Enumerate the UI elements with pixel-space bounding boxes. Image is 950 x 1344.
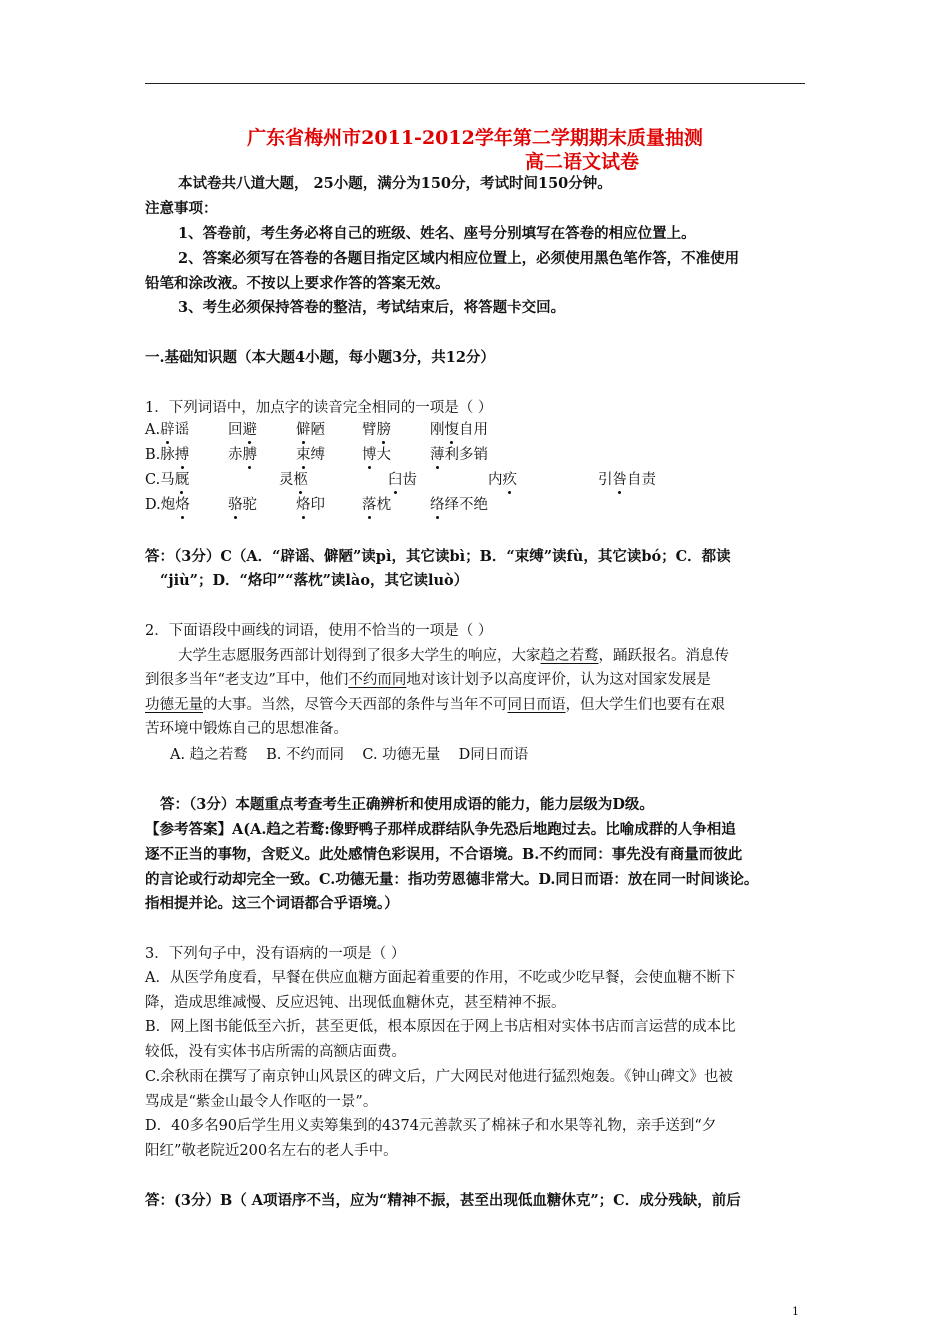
emphasis-dot-char: 束	[296, 443, 311, 464]
emphasis-dot-char: 烙	[296, 493, 311, 514]
q3-stem: 3．下列句子中，没有语病的一项是（ ）	[145, 946, 406, 962]
emphasis-dot-char: 烙	[175, 493, 190, 514]
exam-summary: 本试卷共八道大题， 25小题，满分为150分，考试时间150分钟。	[178, 175, 612, 192]
q3-option-c-line1: C.余秋雨在撰写了南京钟山风景区的碑文后，广大网民对他进行猛烈炮轰。《钟山碑文》也被	[145, 1069, 733, 1085]
q1-word: 臼齿	[388, 468, 417, 489]
q3-option-d-line1: D．40多名90后学生用义卖筹集到的4374元善款买了棉袜子和水果等礼物，亲手送到“夕	[145, 1118, 717, 1134]
emphasis-dot-char: 膊	[243, 443, 258, 464]
emphasis-dot-char: 络	[430, 493, 445, 514]
section-1-heading: 一.基础知识题（本大题4小题，每小题3分，共12分）	[145, 349, 495, 366]
emphasis-dot-char: 避	[243, 418, 258, 439]
note-3: 3、考生必须保持答卷的整洁，考试结束后，将答题卡交回。	[178, 299, 566, 316]
q1-stem: 1．下列词语中，加点字的读音完全相同的一项是（ ）	[145, 400, 493, 416]
note-1: 1、答卷前，考生务必将自己的班级、姓名、座号分别填写在答卷的相应位置上。	[178, 225, 696, 242]
emphasis-dot-char: 博	[362, 443, 377, 464]
emphasis-dot-char: 薄	[430, 443, 445, 464]
q1-word: 僻陋	[296, 418, 325, 439]
underlined-term: 同日而语	[507, 697, 566, 713]
q2-reference-line3: 的言论或行动却完全一致。C.功德无量：指功劳恩德非常大。D.同日而语：放在同一时间谈论。	[145, 871, 759, 888]
q1-word: D.炮烙	[145, 493, 190, 514]
q2-passage-line4: 苦环境中锻炼自己的思想准备。	[145, 721, 348, 737]
q2-passage-line3: 功德无量的大事。当然，尽管今天西部的条件与当年不可同日而语，但大学生们也要有在艰	[145, 697, 725, 713]
emphasis-dot-char: 辟	[160, 418, 175, 439]
q1-word: 烙印	[296, 493, 325, 514]
q1-word: 博大	[362, 443, 391, 464]
q1-word: C.马厩	[145, 468, 189, 489]
q2-reference-line1: 【参考答案】A(A.趋之若鹜:像野鸭子那样成群结队争先恐后地跑过去。比喻成群的人争相追	[145, 821, 736, 838]
q3-option-a-line1: A．从医学角度看，早餐在供应血糖方面起着重要的作用，不吃或少吃早餐，会使血糖不断下	[145, 970, 736, 986]
underlined-term: 不约而同	[348, 672, 407, 688]
q1-word: 灵柩	[279, 468, 308, 489]
emphasis-dot-char: 厩	[175, 468, 190, 489]
q3-option-b-line2: 较低，没有实体书店所需的高额店面费。	[145, 1044, 406, 1060]
q2-reference-line2: 逐不正当的事物，含贬义。此处感情色彩误用，不合语境。B.不约而同：事先没有商量而彼此	[145, 846, 743, 863]
note-2-line2: 铅笔和涂改液。不按以上要求作答的答案无效。	[145, 275, 450, 292]
note-2-line1: 2、答案必须写在答卷的各题目指定区域内相应位置上，必须使用黑色笔作答，不准使用	[178, 250, 740, 267]
q2-passage-line1: 大学生志愿服务西部计划得到了很多大学生的响应，大家趋之若鹜，踊跃报名。消息传	[178, 648, 729, 664]
q2-passage-line2: 到很多当年“老支边”耳中，他们不约而同地对该计划予以高度评价，认为这对国家发展是	[145, 672, 711, 688]
emphasis-dot-char: 愎	[445, 418, 460, 439]
emphasis-dot-char: 骆	[228, 493, 243, 514]
q3-option-d-line2: 阳红”敬老院近200名左右的老人手中。	[145, 1143, 398, 1159]
q1-word: 刚愎自用	[430, 418, 488, 439]
q1-word: 臂膀	[362, 418, 391, 439]
emphasis-dot-char: 搏	[175, 443, 190, 464]
emphasis-dot-char: 臼	[388, 468, 403, 489]
header-rule	[145, 83, 805, 84]
q3-answer: 答：(3分）B（ A项语序不当，应为“精神不振，甚至出现低血糖休克”；C．成分残缺，前后	[145, 1192, 741, 1209]
q2-reference-line4: 指相提并论。这三个词语都合乎语境。）	[145, 895, 399, 912]
q1-word: 薄利多销	[430, 443, 488, 464]
q3-option-b-line1: B．网上图书能低至六折，甚至更低，根本原因在于网上书店相对实体书店而言运营的成本比	[145, 1019, 736, 1035]
q3-option-a-line2: 降，造成思维减慢、反应迟钝、出现低血糖休克，甚至精神不振。	[145, 995, 566, 1011]
q1-word: B.脉搏	[145, 443, 189, 464]
q1-answer-line1: 答：（3分）C（A．“辟谣、僻陋”读pì，其它读bì；B．“束缚”读fù，其它读bó；C．都读	[145, 548, 731, 565]
exam-subtitle: 高二语文试卷	[525, 151, 640, 173]
notes-heading: 注意事项：	[145, 200, 218, 217]
exam-title: 广东省梅州市2011-2012学年第二学期期末质量抽测	[247, 127, 703, 149]
q1-word: 引咎自责	[598, 468, 656, 489]
q1-word: 落枕	[362, 493, 391, 514]
q2-stem: 2．下面语段中画线的词语，使用不恰当的一项是（ ）	[145, 623, 493, 639]
q1-word: A.辟谣	[145, 418, 189, 439]
q1-word: 赤膊	[228, 443, 257, 464]
q1-word: 内疚	[488, 468, 517, 489]
emphasis-dot-char: 疚	[503, 468, 518, 489]
page-number: 1	[792, 1305, 799, 1318]
q2-options: A. 趋之若鹜 B. 不约而同 C. 功德无量 D同日而语	[170, 747, 529, 763]
emphasis-dot-char: 柩	[294, 468, 309, 489]
underlined-term: 趋之若鹜	[540, 648, 599, 664]
emphasis-dot-char: 落	[362, 493, 377, 514]
q1-answer-line2: “jiù”；D．“烙印”“落枕”读lào，其它读luò）	[160, 572, 469, 589]
q1-word: 络绎不绝	[430, 493, 488, 514]
q1-word: 回避	[228, 418, 257, 439]
q1-word: 束缚	[296, 443, 325, 464]
q1-word: 骆驼	[228, 493, 257, 514]
q3-option-c-line2: 骂成是“紫金山最令人作呕的一景”。	[145, 1094, 378, 1110]
emphasis-dot-char: 咎	[613, 468, 628, 489]
emphasis-dot-char: 僻	[296, 418, 311, 439]
underlined-term: 功德无量	[145, 697, 203, 713]
q2-answer-head: 答：（3分）本题重点考查考生正确辨析和使用成语的能力，能力层级为D级。	[160, 796, 654, 813]
emphasis-dot-char: 膀	[377, 418, 392, 439]
